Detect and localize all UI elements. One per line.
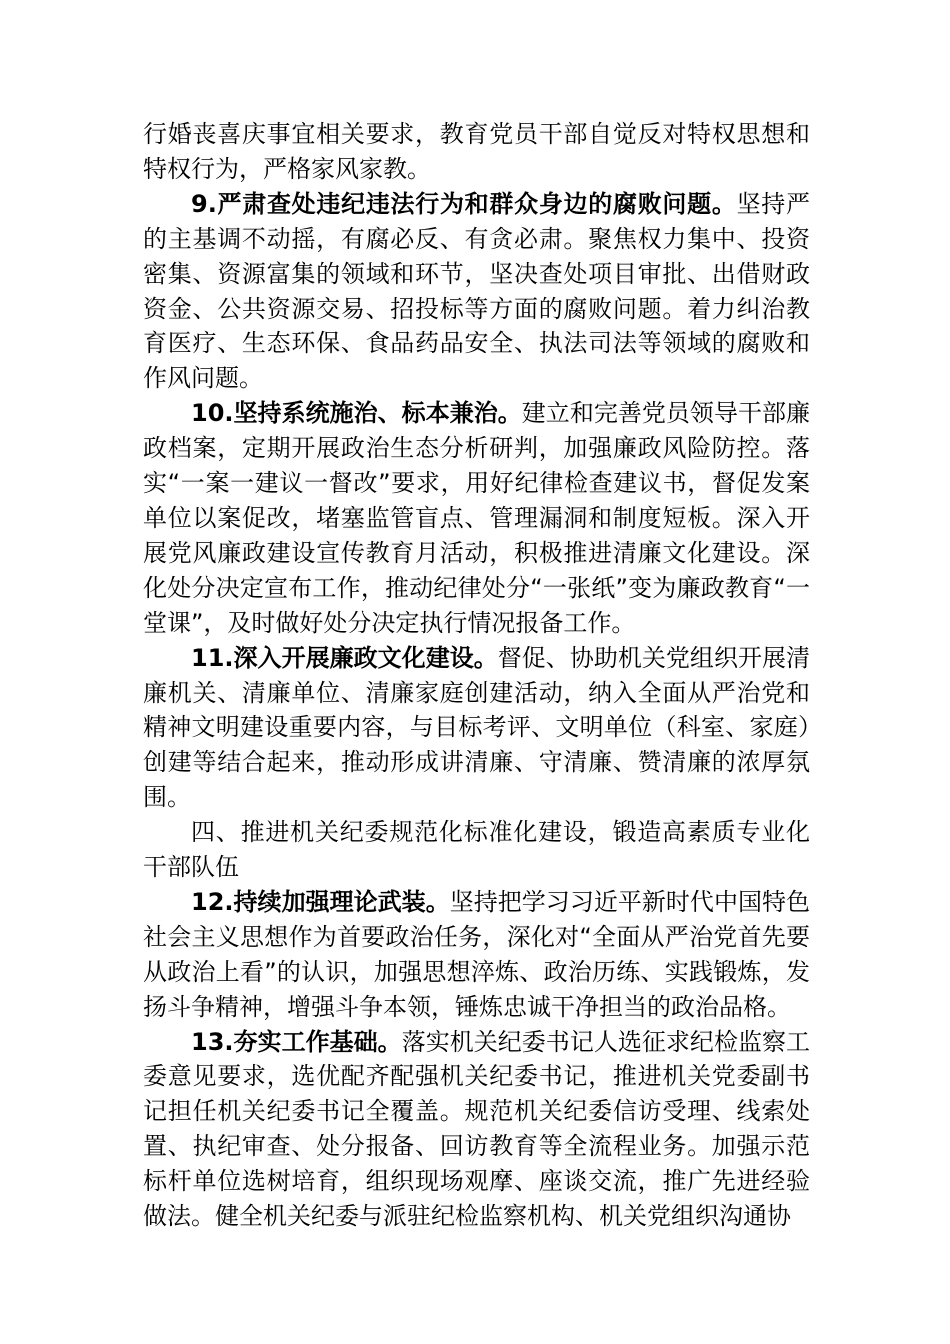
paragraph-item-10 — [143, 396, 810, 640]
paragraph-heading: 13.夯实工作基础。 — [191, 1027, 402, 1056]
paragraph-heading: 11.深入开展廉政文化建设。 — [191, 643, 498, 672]
paragraph-text: 坚持严的主基调不动摇，有腐必反、有贪必肃。聚焦权力集中、投资密集、资源富集的领域和环节，坚决查处项目审批、出借财政资金、公共资源交易、招投标等方面的腐败问题。着力纠治教育医疗、生态环保、食品药品安全、执法司法等领域的腐败和作风问题。 — [143, 189, 810, 393]
section-heading-text: 四、推进机关纪委规范化标准化建设，锻造高素质专业化干部队伍 — [143, 818, 810, 882]
paragraph-item-13 — [143, 1025, 810, 1234]
paragraph-item-9 — [143, 187, 810, 396]
paragraph-item-11 — [143, 641, 810, 816]
paragraph-text: 建立和完善党员领导干部廉政档案，定期开展政治生态分析研判，加强廉政风险防控。落实“一案一建议一督改”要求，用好纪律检查建议书，督促发案单位以案促改，堵塞监管盲点、管理漏洞和制度短板。深入开展党风廉政建设宣传教育月活动，积极推进清廉文化建设。深化处分决定宣布工作，推动纪律处分“一张纸”变为廉政教育“一堂课”，及时做好处分决定执行情况报备工作。 — [143, 399, 811, 637]
paragraph-heading: 12.持续加强理论武装。 — [191, 887, 450, 916]
paragraph-heading: 10.坚持系统施治、标本兼治。 — [191, 399, 522, 428]
paragraph-text: 督促、协助机关党组织开展清廉机关、清廉单位、清廉家庭创建活动，纳入全面从严治党和精神文明建设重要内容，与目标考评、文明单位（科室、家庭）创建等结合起来，推动形成讲清廉、守清廉、赞清廉的浓厚氛围。 — [143, 643, 811, 812]
paragraph-text: 坚持把学习习近平新时代中国特色社会主义思想作为首要政治任务，深化对“全面从严治党首先要从政治上看”的认识，加强思想淬炼、政治历练、实践锻炼，发扬斗争精神，增强斗争本领，锤炼忠诚干净担当的政治品格。 — [143, 887, 811, 1021]
paragraph-text: 落实机关纪委书记人选征求纪检监察工委意见要求，选优配齐配强机关纪委书记，推进机关党委副书记担任机关纪委书记全覆盖。规范机关纪委信访受理、线索处置、执纪审查、处分报备、回访教育等全流程业务。加强示范标杆单位选树培育，组织现场观摩、座谈交流，推广先进经验做法。健全机关纪委与派驻纪检监察机构、机关党组织沟通协 — [143, 1027, 811, 1231]
paragraph-continuation — [143, 117, 810, 187]
paragraph-heading: 9.严肃查处违纪违法行为和群众身边的腐败问题。 — [191, 189, 737, 218]
section-heading-4 — [143, 815, 810, 885]
paragraph-item-12 — [143, 885, 810, 1025]
document-body — [143, 117, 810, 1234]
paragraph-text: 行婚丧喜庆事宜相关要求，教育党员干部自觉反对特权思想和特权行为，严格家风家教。 — [143, 120, 810, 183]
